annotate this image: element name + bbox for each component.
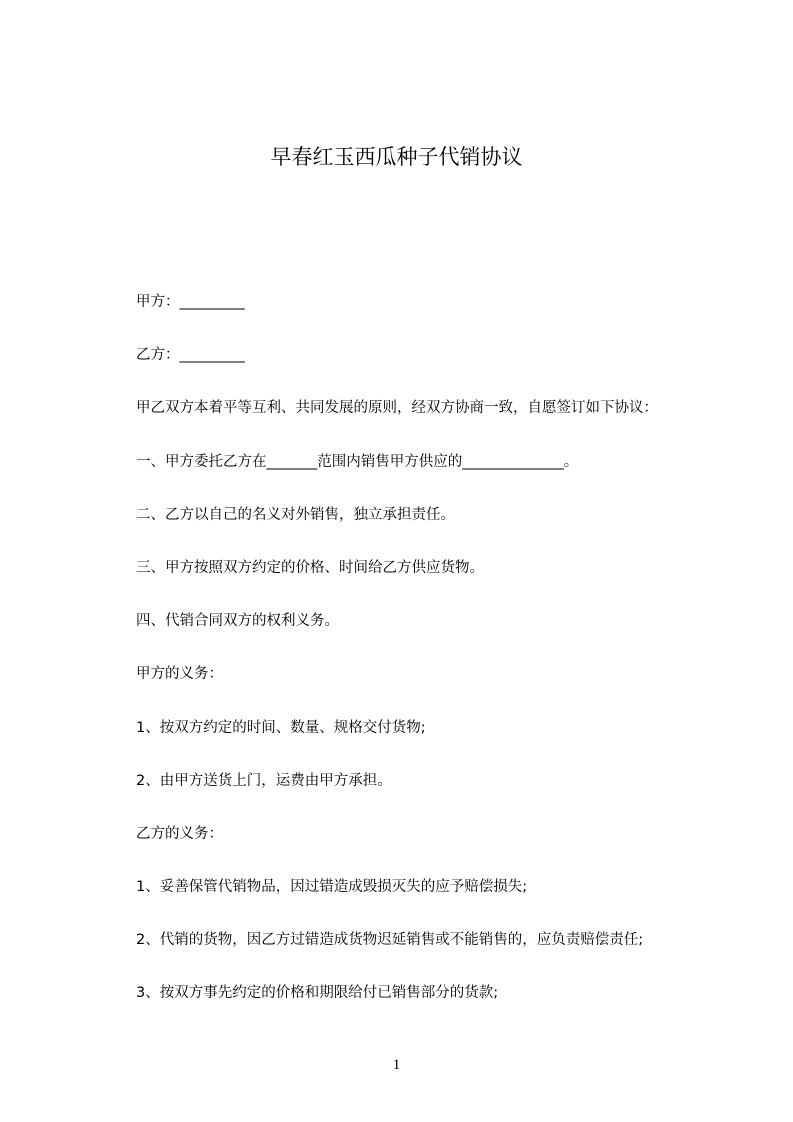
document-body (136, 284, 736, 1029)
clause-2: 二、乙方以自己的名义对外销售，独立承担责任。 (136, 506, 455, 523)
preamble-paragraph: 甲乙双方本着平等互利、共同发展的原则，经双方协商一致，自愿签订如下协议： (136, 400, 658, 417)
party-b-obligation-3: 3、按双方事先约定的价格和期限给付已销售部分的货款; (136, 985, 499, 1002)
clause-4: 四、代销合同双方的权利义务。 (136, 613, 339, 630)
party-a-line: 甲方：_________ (136, 294, 245, 310)
clause-3: 三、甲方按照双方约定的价格、时间给乙方供应货物。 (136, 559, 484, 576)
party-a-obligations-heading: 甲方的义务： (136, 666, 223, 683)
page-number: 1 (392, 1057, 401, 1073)
party-b-obligations-heading: 乙方的义务： (136, 825, 223, 842)
party-a-obligation-1: 1、按双方约定的时间、数量、规格交付货物; (136, 719, 426, 736)
clause-1: 一、甲方委托乙方在_______范围内销售甲方供应的______________。 (136, 453, 579, 470)
party-a-obligation-2: 2、由甲方送货上门，运费由甲方承担。 (136, 772, 392, 789)
party-b-obligation-1: 1、妥善保管代销物品，因过错造成毁损灭失的应予赔偿损失; (136, 879, 528, 896)
document-title: 早春红玉西瓜种子代销协议 (270, 145, 523, 169)
party-b-obligation-2: 2、代销的货物，因乙方过错造成货物迟延销售或不能销售的，应负责赔偿责任; (136, 932, 644, 949)
party-b-line: 乙方：_________ (136, 347, 245, 364)
